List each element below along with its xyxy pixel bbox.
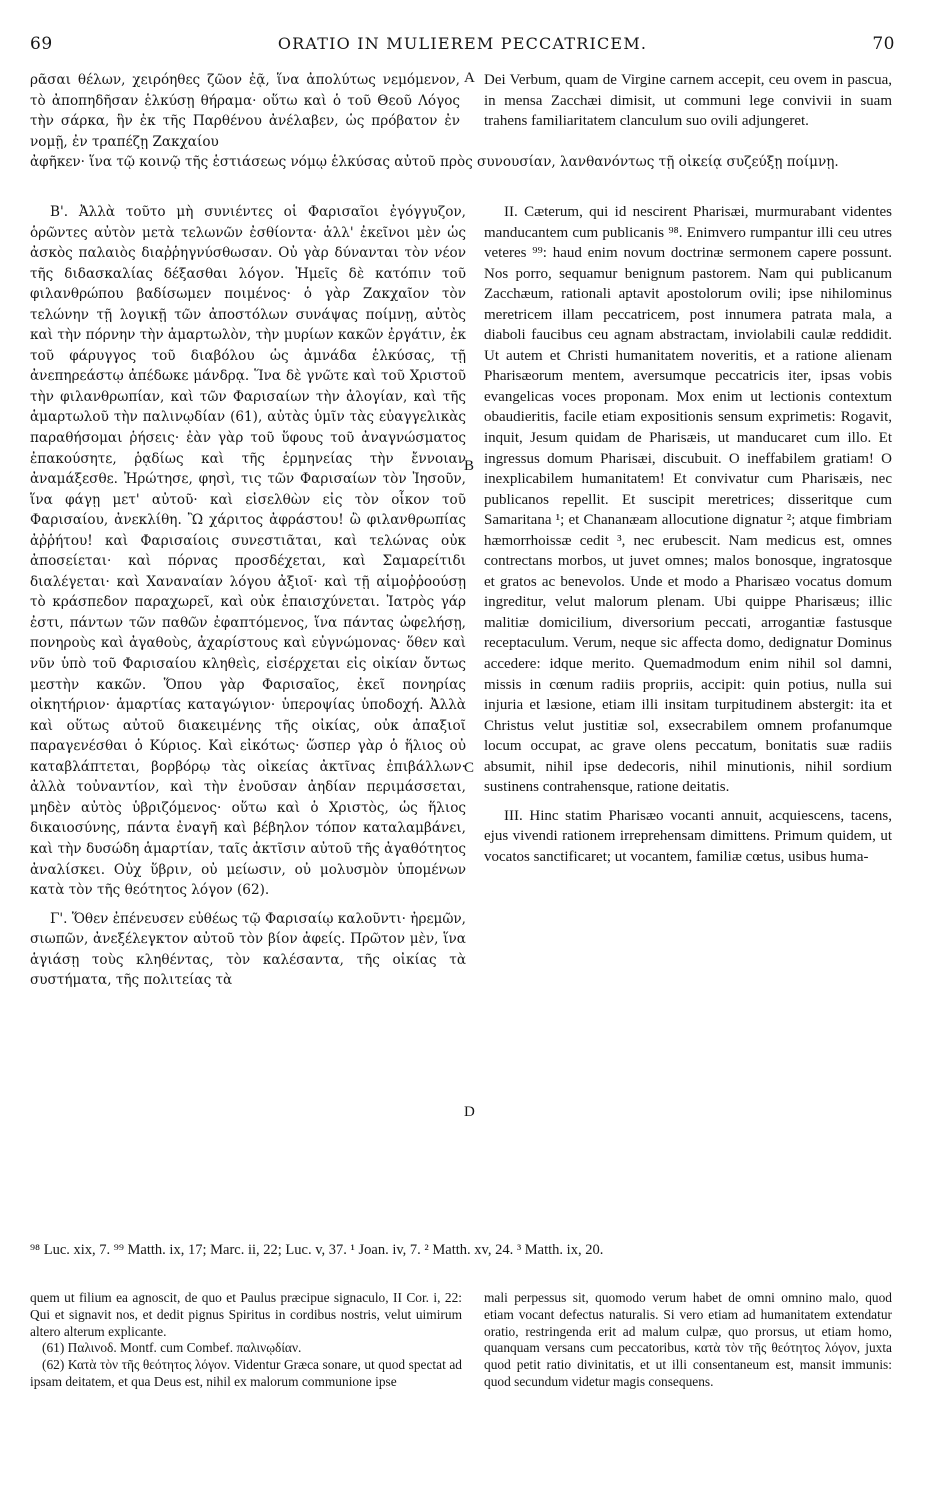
greek-wide-text: ἀφῆκεν· ἵνα τῷ κοινῷ τῆς ἑστιάσεως νόμῳ ἑλκύσας αὐτοῦ πρὸς συνουσίαν, λανθανόντως τῇ οἰκείᾳ συζεύξῃ ποίμνῃ. <box>30 154 839 170</box>
editor-notes-right <box>484 1290 892 1391</box>
page-number-left: 69 <box>30 34 53 54</box>
margin-letter-c: C <box>464 760 475 776</box>
greek-intro <box>30 70 460 152</box>
note-continuation: quem ut filium ea agnoscit, de quo et Paulus præcipue signaculo, II Cor. i, 22: Qui et signavit nos, et dedit pignus Spiritus in cordibus nostris, velut uimirum altero alterum explicante. <box>30 1290 462 1339</box>
margin-letter-d: D <box>464 1104 475 1120</box>
note-62-continuation: mali perpessus sit, quomodo verum habet de omni omnino malo, quod etiam vocant defectus naturalis. Si vero etiam ad humanitatem extendatur oratio, restringenda erit ad malum culpæ, quo prorsus, ut etiam homo, quanquam versans cum peccatoribus, κατὰ τὸν τῆς θεότητος λόγον, juxta quod petit ratio divinitatis, et ut illi consentaneum est, mansit immunis: quod secundum videtur magis consequens. <box>484 1290 892 1389</box>
greek-column <box>30 202 466 991</box>
latin-intro-text: Dei Verbum, quam de Virgine carnem accepit, ceu ovem in pascua, in mensa Zacchæi dimisit, ut communi lege convivii in suam trahens familiaritatem clanculum suo ovili adjungeret. <box>484 72 892 129</box>
greek-section-2: Β'. Ἀλλὰ τοῦτο μὴ συνιέντες οἱ Φαρισαῖοι ἐγόγγυζον, ὁρῶντες αὐτὸν μετὰ τελωνῶν ἐσθίοντα· ἀλλ' ἐκεῖνοι μὲν ὡς ἀσκὸς παλαιὸς διαῤῥηγνύσθωσαν. Οὐ γὰρ δύνανται τὸν νέον τῆς διδασκαλίας δέξασθαι λόγον. Ἡμεῖς δὲ κατόπιν τοῦ φιλανθρώπου βαδίσωμεν ποιμένος· ὁ γὰρ Ζακχαῖον τὸν τελώνην τῇ λογικῇ τῶν ἀποστόλων συνάψας ποίμνῃ, αὐτὸς καὶ τὴν πόρνην τὴν ἁμαρτωλὸν, τὴν μυρίων κακῶν ἐργάτιν, ἐκ τοῦ φάρυγγος τοῦ διαβόλου ὡς ἀμνάδα ἑλκύσας, τῇ ἀνεπηρεάστῳ ἀπέδωκε μάνδρᾳ. Ἵνα δὲ γνῶτε καὶ τοῦ Χριστοῦ τὴν φιλανθρωπίαν, καὶ τῶν Φαρισαίων τὴν ἀλογίαν, καὶ τῆς ἁμαρτωλοῦ τὴν παλινῳδίαν (61), αὐτὰς ὑμῖν τὰς εὐαγγελικὰς παραθήσομαι ῥήσεις· ἐὰν γὰρ τοῦ ὕφους τοῦ ἀναγνώσματος ἐπακούσητε, ῥᾳδίως καὶ τῆς ἑρμηνείας τὴν ἔννοιαν ἀναμάξεσθε. Ἠρώτησε, φησὶ, τις τῶν Φαρισαίων τὸν Ἰησοῦν, ἵνα φάγῃ μετ' αὐτοῦ· καὶ εἰσελθὼν εἰς τὸν οἶκον τοῦ Φαρισαίου, ἀνεκλίθη. Ὢ χάριτος ἀφράστου! ὢ φιλανθρωπίας ἀῤῥήτου! καὶ Φαρισαίοις συνεστιᾶται, καὶ τελώνας οὐκ ἀποσείεται· καὶ πόρνας προσδέχεται, καὶ Σαμαρείτιδι διαλέγεται· καὶ Χαναναίαν λόγου ἀξιοῖ· καὶ τῇ αἱμοῤῥοούσῃ τὸ κράσπεδον παραχωρεῖ, καὶ οὐκ ἐπαισχύνεται. Ἰατρὸς γάρ ἐστι, πάντων τῶν παθῶν ἐφαπτόμενος, ἵνα πάντας ὠφελήσῃ, πονηροὺς καὶ ἀγαθοὺς, ἀχαρίστους καὶ εὐγνώμονας· ὅθεν καὶ νῦν ὑπὸ τοῦ Φαρισαίου κληθεὶς, εἰσέρχεται εἰς οἰκίαν ὄντως μεστὴν κακῶν. Ὅπου γὰρ Φαρισαῖος, ἐκεῖ πονηρίας οἰκητήριον· ἁμαρτίας καταγώγιον· ὑπεροψίας ὑποδοχή. Ἀλλὰ καὶ οὕτως αὐτοῦ διακειμένης τῆς οἰκίας, οὐκ ἀπαξιοῖ παραγενέσθαι ὁ Κύριος. Καὶ εἰκότως· ὥσπερ γὰρ ὁ ἥλιος οὐ καταβλάπτεται, βορβόρῳ τὰς οἰκείας ἀκτῖνας ἐπιβάλλων· ἀλλὰ τοὐναντίον, καὶ τὴν ἐνοῦσαν ἀηδίαν περιμάσσεται, μηδὲν αὐτὸς ὑβριζόμενος· οὕτω καὶ ὁ Χριστὸς, ὡς ἥλιος δικαιοσύνης, πάντα ἐναγῆ καὶ βέβηλον τόπον καταλαμβάνει, καὶ τὴν δυσώδη ἁμαρτίαν, ταῖς ἀκτῖσιν αὐτοῦ τῆς ἀγαθότητος ἀναλίσκει. Οὐχ ὕβριν, οὐ μείωσιν, οὐ μολυσμὸν ὑπομένων κατὰ τὸν τῆς θεότητος λόγον (62). <box>30 204 466 899</box>
greek-wide-line <box>30 152 892 173</box>
latin-section-3: III. Hinc statim Pharisæo vocanti annuit, acquiescens, tacens, ejus vivendi rationem irreprehensam dimittens. Primum quidem, ut vocatos sanctificaret; ut vocantem, familiæ cœtus, usibus huma- <box>484 807 892 865</box>
margin-letter-b: B <box>464 458 475 474</box>
page-number-right: 70 <box>872 34 895 54</box>
margin-letter-a: A <box>464 70 475 86</box>
latin-column <box>484 202 892 868</box>
greek-section-3: Γ'. Ὅθεν ἐπένευσεν εὐθέως τῷ Φαρισαίῳ καλοῦντι· ἠρεμῶν, σιωπῶν, ἀνεξέλεγκτον αὐτοῦ τὸν βίον ἀφείς. Πρῶτον μὲν, ἵνα ἁγιάσῃ τοὺς κληθέντας, τὸν καλέσαντα, τῆς οἰκίας τὰ συστήματα, τῆς πολιτείας τὰ <box>30 910 466 989</box>
scripture-footnotes-text: ⁹⁸ Luc. xix, 7. ⁹⁹ Matth. ix, 17; Marc. ii, 22; Luc. v, 37. ¹ Joan. iv, 7. ² Matth. xv, 24. ³ Matth. ix, 20. <box>30 1242 604 1258</box>
editor-notes-left <box>30 1290 462 1391</box>
latin-intro <box>484 70 892 132</box>
scripture-footnotes <box>30 1240 896 1260</box>
greek-intro-text: ρᾶσαι θέλων, χειρόηθες ζῶον ἐᾷ, ἵνα ἀπολύτως νεμόμενον, τὸ ἀποπηδῆσαν ἑλκύσῃ θήραμα· οὕτω καὶ ὁ τοῦ Θεοῦ Λόγος τὴν σάρκα, ἣν ἐκ τῆς Παρθένου ἀνέλαβεν, ὡς πρόβατον ἐν νομῇ, ἐν τραπέζῃ Ζακχαίου <box>30 72 460 150</box>
running-title: ORATIO IN MULIEREM PECCATRICEM. <box>277 34 648 53</box>
latin-section-2: II. Cæterum, qui id nescirent Pharisæi, murmurabant videntes manducantem cum publicanis ⁹⁸. Enimvero rumpantur illi ceu utres veteres ⁹⁹: haud enim novum doctrinæ sermonem capere possunt. Nos porro, sequamur benignum pastorem. Nam qui publicanum Zacchæum, rationali aptavit apostolorum ovili; ipse nihilominus meretricem illam peccatricem, post innumera patrata mala, a diaboli faucibus ceu agnam abstractam, inviolabili caulæ reddidit. Ut autem et Christi humanitatem noveritis, et a ratione alienam Pharisæorum mentem, aversumque peccatricis iter, ipsas vobis evangelicas voces proponam. Mox enim ut lectionis contextum obaudieritis, facile etiam expositionis sensum exprimetis: Rogavit, inquit, Jesum quidam de Pharisæis, ut manducaret cum illo. Et ingressus domum Pharisæi, discubuit. O ineffabilem gratiam! O inexplicabilem humanitatem! Et convivatur cum Pharisæis, nec publicanos repellit. Et suscipit meretrices; disseritque cum Samaritana ¹; et Chananæam allocutione dignatur ²; atque fimbriam hæmorrhoissæ cedit ³, nec erubescit. Nam medicus est, omnes contrectans morbos, ut juvet omnes; malos bonosque, ingratosque et gratos ac benevolos. Unde et modo a Pharisæo vocatus domum ingreditur, velut malorum plenam. Ubi quippe Pharisæus; illic malitiæ domicilium, diversorium peccati, arrogantiæ fastusque receptaculum. Verum, neque sic affecta domo, dedignatur Dominus accedere: idque merito. Quemadmodum enim nihil sol damni, missis in cœnum radiis propriis, accipit: quin potius, nulla sui injuria et læsione, etiam illi insitam turpitudinem abstergit: ita et Christus velut justitiæ sol, exsecrabilem omnem profanumque locum occupat, ac grave olens peccatum, bonitatis suæ radiis absumit, nihil ipse dedecoris, nihil minutionis, nihil sordium sustinens contrahensque, ratione deitatis. <box>484 204 892 796</box>
note-61: (61) Παλινοδ. Montf. cum Combef. παλινῳδίαν. <box>42 1340 302 1356</box>
page-header <box>30 34 895 58</box>
note-62: (62) Κατὰ τὸν τῆς θεότητος λόγον. Videntur Græca sonare, ut quod spectat ad ipsam deitatem, et qua Deus est, nihil ex malorum communione ipse <box>30 1357 462 1389</box>
